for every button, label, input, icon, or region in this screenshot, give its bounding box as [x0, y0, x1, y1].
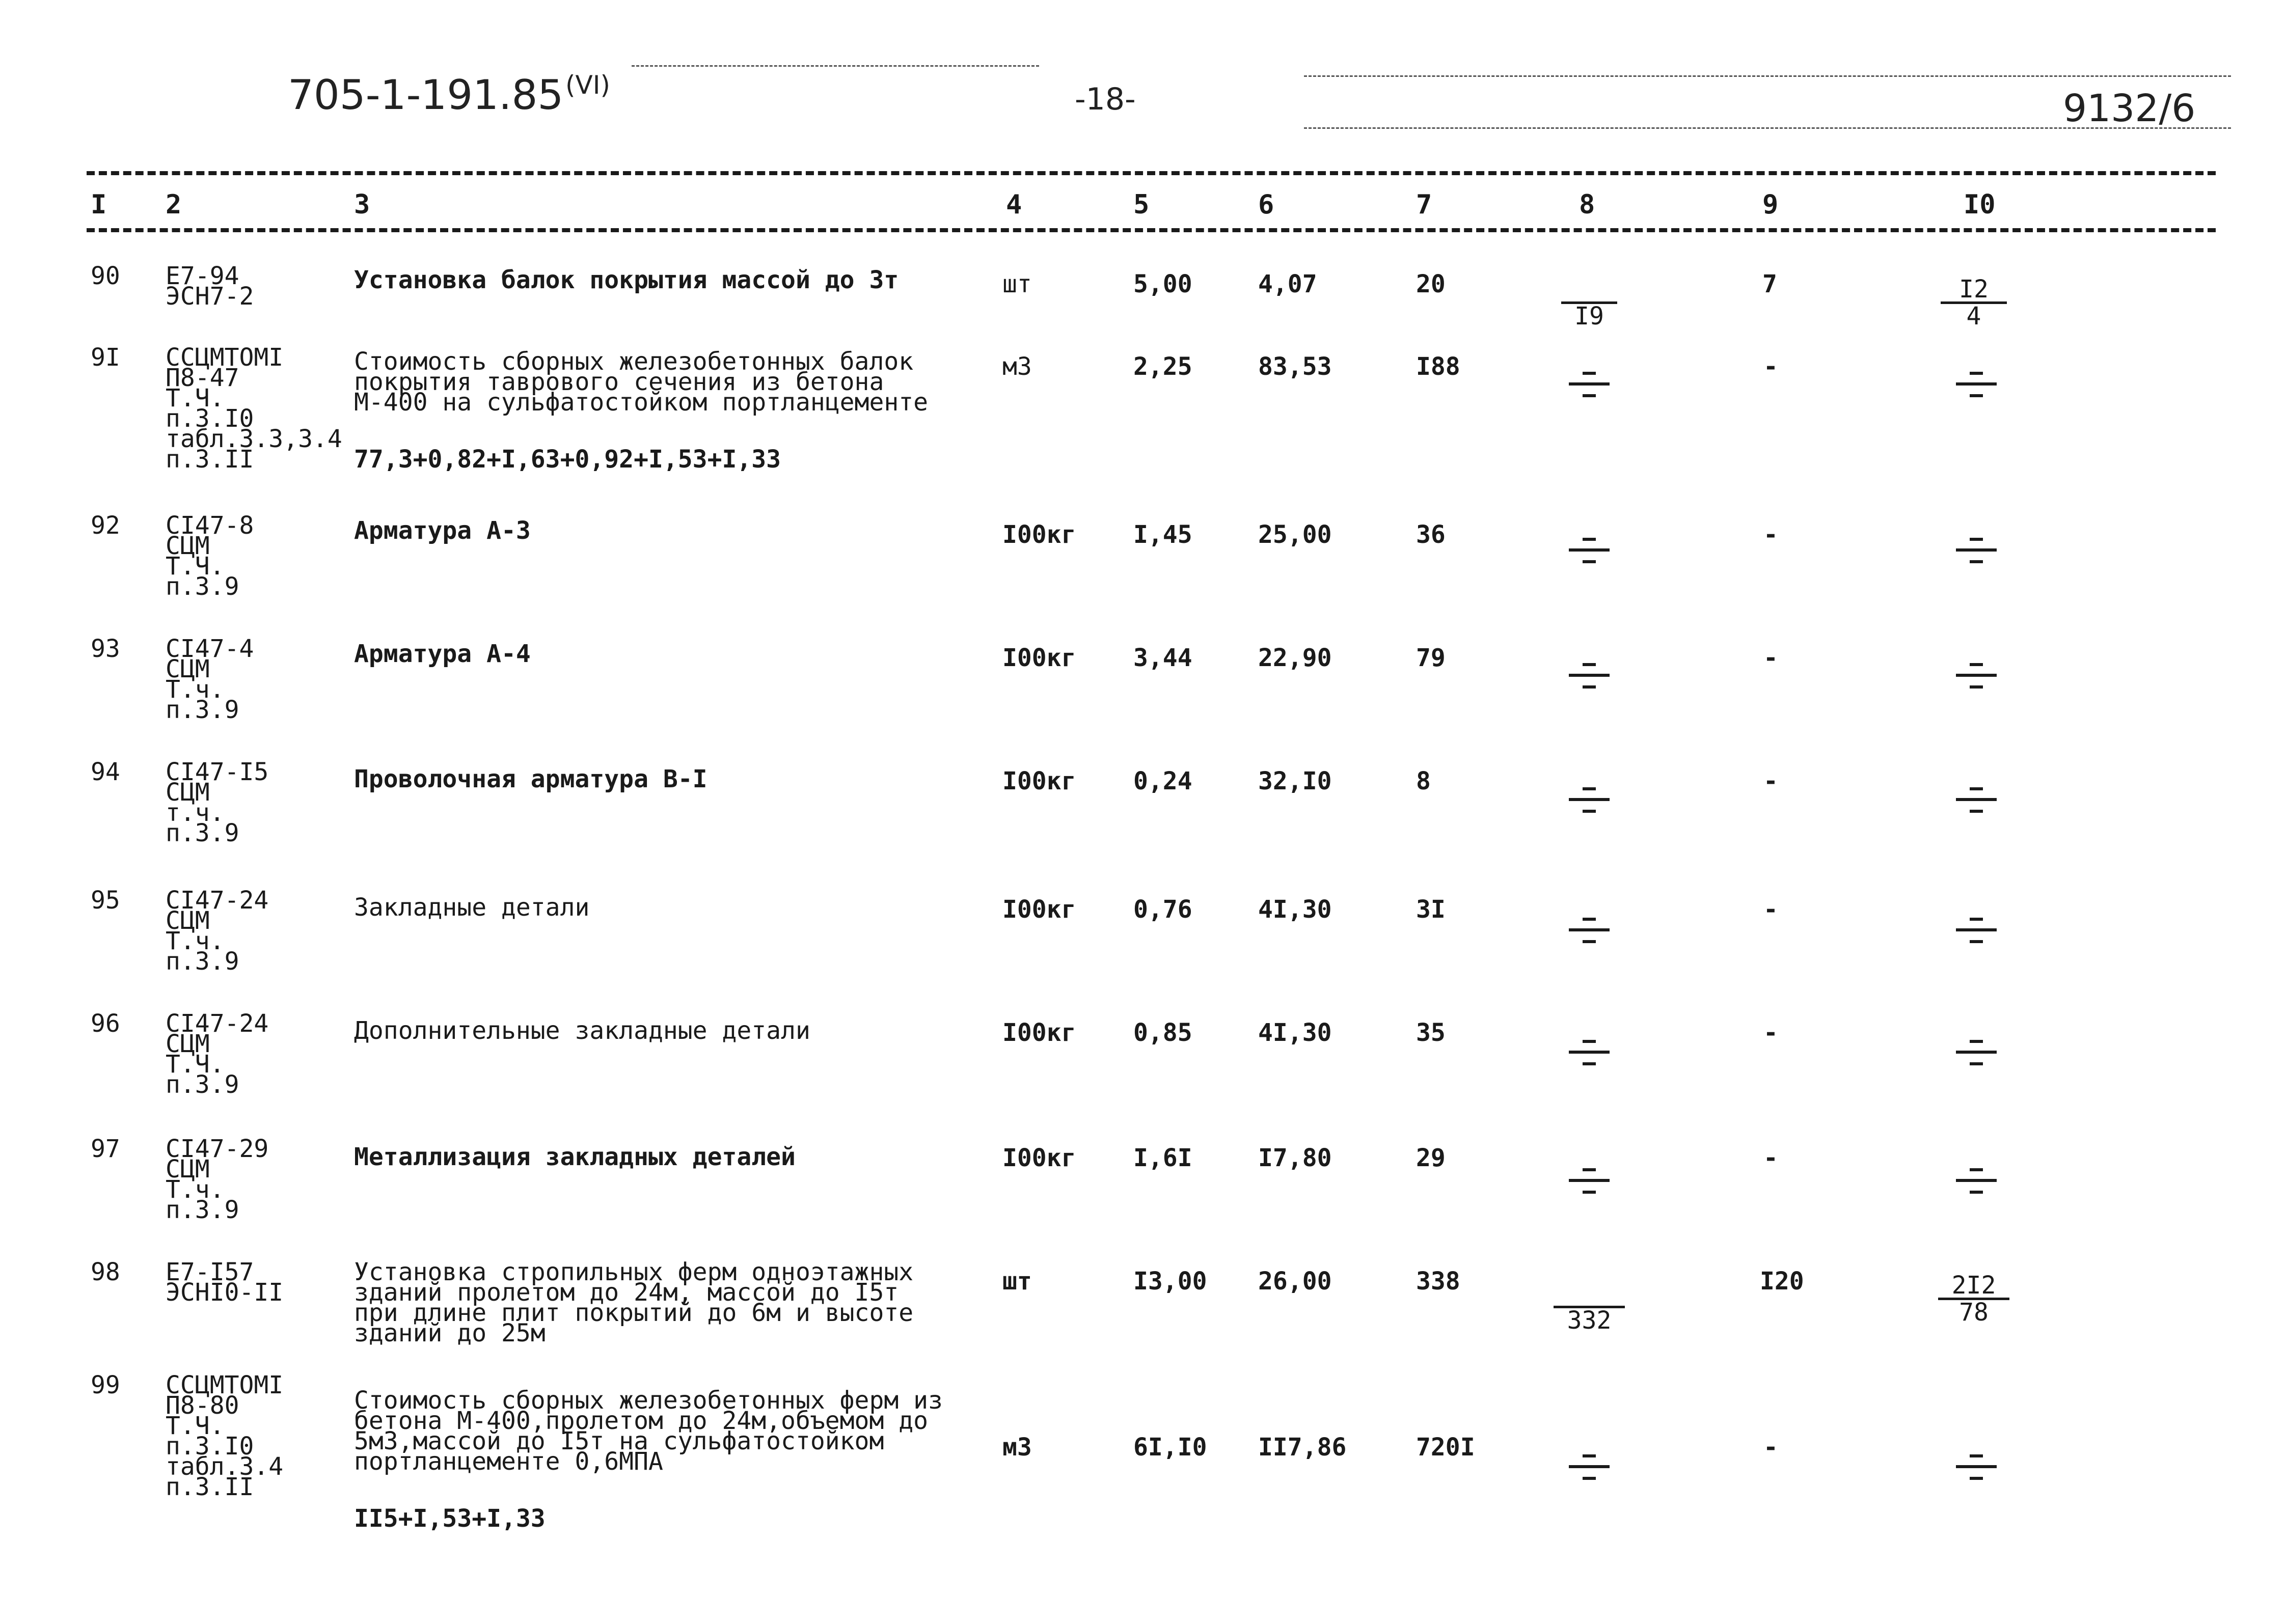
- quantity: 0,85: [1133, 1019, 1192, 1047]
- column-9-value: -: [1763, 520, 1778, 549]
- document-code: 705-1-191.85: [288, 71, 564, 119]
- total-cost: 35: [1416, 1019, 1446, 1047]
- column-header: 7: [1416, 189, 1432, 220]
- column-9-value: -: [1763, 1433, 1778, 1462]
- total-cost: 79: [1416, 644, 1446, 672]
- column-8-dash-symbol: [1566, 532, 1612, 567]
- unit: I00кг: [1002, 767, 1076, 795]
- header-bottom-rule: [87, 228, 2216, 232]
- total-cost: 3I: [1416, 895, 1446, 924]
- quantity: I3,00: [1133, 1267, 1207, 1296]
- document-variant: (VI): [565, 70, 610, 100]
- column-header: 6: [1258, 189, 1274, 220]
- norm-code: ССЦМТОМI П8-47 Т.Ч. п.3.I0 табл.3.3,3.4 п.3.II: [166, 343, 342, 474]
- column-9-value: -: [1763, 352, 1778, 381]
- row-number: 99: [91, 1371, 120, 1399]
- quantity: 3,44: [1133, 644, 1192, 672]
- unit: I00кг: [1002, 895, 1076, 924]
- quantity: I,6I: [1133, 1144, 1192, 1172]
- column-10-dash-symbol: [1953, 532, 1999, 567]
- unit: шт: [1002, 1267, 1032, 1296]
- row-number: 98: [91, 1258, 120, 1286]
- unit: I00кг: [1002, 1144, 1076, 1172]
- unit-price: 4I,30: [1258, 1019, 1332, 1047]
- quantity: 2,25: [1133, 352, 1192, 381]
- work-description: Арматура А-4: [354, 640, 531, 668]
- column-9-value: I20: [1760, 1267, 1804, 1296]
- column-8-dash-symbol: [1566, 1448, 1612, 1484]
- row-number: 97: [91, 1135, 120, 1163]
- column-header: 8: [1579, 189, 1595, 220]
- quantity: 0,76: [1133, 895, 1192, 924]
- work-description: Проволочная арматура В-I: [354, 765, 707, 793]
- work-description: Металлизация закладных деталей: [354, 1143, 796, 1171]
- work-description: Стоимость сборных железобетонных ферм из бетона М-400,пролетом до 24м,объемом до 5м3,массой до I5т на сульфатостойком портланцементе 0,6МПА: [354, 1386, 943, 1476]
- row-number: 90: [91, 262, 120, 290]
- column-10-dash-symbol: [1953, 1448, 1999, 1484]
- column-10-dash-symbol: [1953, 657, 1999, 693]
- total-cost: I88: [1416, 352, 1460, 381]
- column-10-fraction: 2I2 78: [1938, 1273, 2009, 1325]
- row-number: 95: [91, 886, 120, 915]
- header-line: [632, 65, 1039, 67]
- column-8-dash-symbol: [1566, 781, 1612, 817]
- norm-code: СI47-24 СЦМ Т.ч. п.3.9: [166, 886, 269, 976]
- unit-price: II7,86: [1258, 1433, 1347, 1462]
- header-line: [1304, 75, 2231, 77]
- column-10-dash-symbol: [1953, 366, 1999, 401]
- table-top-rule: [87, 171, 2216, 175]
- sheet-number: 9132/6: [2063, 87, 2196, 130]
- row-number: 92: [91, 511, 120, 540]
- norm-code: Е7-I57 ЭСНI0-II: [166, 1258, 284, 1307]
- column-10-dash-symbol: [1953, 1162, 1999, 1198]
- column-10-dash-symbol: [1953, 912, 1999, 947]
- column-9-value: -: [1763, 1144, 1778, 1172]
- norm-code: СI47-29 СЦМ Т.ч. п.3.9: [166, 1135, 269, 1224]
- column-header: 9: [1762, 189, 1779, 220]
- quantity: 6I,I0: [1133, 1433, 1207, 1462]
- page-number: -18-: [1075, 81, 1136, 117]
- work-description: Стоимость сборных железобетонных балок покрытия таврового сечения из бетона М-400 на сульфатостойком портланцементе: [354, 347, 929, 417]
- column-8-dash-symbol: [1566, 1162, 1612, 1198]
- norm-code: Е7-94 ЭСН7-2: [166, 262, 254, 311]
- column-8-fraction: I9: [1561, 279, 1617, 328]
- column-10-dash-symbol: [1953, 781, 1999, 817]
- unit-price: 25,00: [1258, 520, 1332, 549]
- unit-price: 83,53: [1258, 352, 1332, 381]
- column-10-fraction: I2 4: [1941, 277, 2007, 328]
- unit-price: 26,00: [1258, 1267, 1332, 1296]
- work-description: Установка стропильных ферм одноэтажных зданий пролетом до 24м, массой до I5т при длине плит покрытий до 6м и высоте зданий до 25м: [354, 1258, 914, 1347]
- row-number: 93: [91, 635, 120, 663]
- column-9-value: -: [1763, 644, 1778, 672]
- unit: шт: [1002, 270, 1032, 298]
- total-cost: 36: [1416, 520, 1446, 549]
- quantity: 0,24: [1133, 767, 1192, 795]
- quantity: I,45: [1133, 520, 1192, 549]
- column-8-dash-symbol: [1566, 657, 1612, 693]
- norm-code: ССЦМТОМI П8-80 Т.Ч. п.3.I0 табл.3.4 п.3.II: [166, 1371, 284, 1501]
- column-8-dash-symbol: [1566, 912, 1612, 947]
- unit-price: 22,90: [1258, 644, 1332, 672]
- column-header: 3: [354, 189, 370, 220]
- column-9-value: -: [1763, 767, 1778, 795]
- norm-code: СI47-8 СЦМ Т.Ч. п.3.9: [166, 511, 254, 601]
- cost-formula: II5+I,53+I,33: [354, 1504, 546, 1533]
- unit-price: 32,I0: [1258, 767, 1332, 795]
- unit: м3: [1002, 352, 1032, 381]
- total-cost: 20: [1416, 270, 1446, 298]
- column-header: I: [91, 189, 107, 220]
- unit-price: 4I,30: [1258, 895, 1332, 924]
- norm-code: СI47-I5 СЦМ т.ч. п.3.9: [166, 758, 269, 847]
- column-header: 2: [166, 189, 182, 220]
- unit: I00кг: [1002, 644, 1076, 672]
- column-8-fraction: 332: [1554, 1283, 1625, 1333]
- work-description: Дополнительные закладные детали: [354, 1016, 810, 1045]
- column-header: 5: [1133, 189, 1150, 220]
- work-description: Закладные детали: [354, 893, 590, 922]
- row-number: 96: [91, 1009, 120, 1038]
- work-description: Арматура А-3: [354, 516, 531, 545]
- column-9-value: 7: [1762, 270, 1777, 298]
- total-cost: 29: [1416, 1144, 1446, 1172]
- unit: I00кг: [1002, 520, 1076, 549]
- cost-formula: 77,3+0,82+I,63+0,92+I,53+I,33: [354, 445, 781, 474]
- unit: I00кг: [1002, 1019, 1076, 1047]
- quantity: 5,00: [1133, 270, 1192, 298]
- column-9-value: -: [1763, 1019, 1778, 1047]
- unit-price: 4,07: [1258, 270, 1317, 298]
- total-cost: 338: [1416, 1267, 1460, 1296]
- column-9-value: -: [1763, 895, 1778, 924]
- row-number: 9I: [91, 343, 120, 372]
- row-number: 94: [91, 758, 120, 786]
- norm-code: СI47-24 СЦМ Т.Ч. п.3.9: [166, 1009, 269, 1099]
- unit-price: I7,80: [1258, 1144, 1332, 1172]
- total-cost: 8: [1416, 767, 1431, 795]
- total-cost: 720I: [1416, 1433, 1475, 1462]
- column-header: 4: [1006, 189, 1022, 220]
- column-8-dash-symbol: [1566, 1034, 1612, 1069]
- header-line: [1304, 127, 2231, 129]
- column-8-dash-symbol: [1566, 366, 1612, 401]
- column-10-dash-symbol: [1953, 1034, 1999, 1069]
- norm-code: СI47-4 СЦМ Т.ч. п.3.9: [166, 635, 254, 724]
- column-header: I0: [1964, 189, 1996, 220]
- work-description: Установка балок покрытия массой до 3т: [354, 266, 899, 294]
- unit: м3: [1002, 1433, 1032, 1462]
